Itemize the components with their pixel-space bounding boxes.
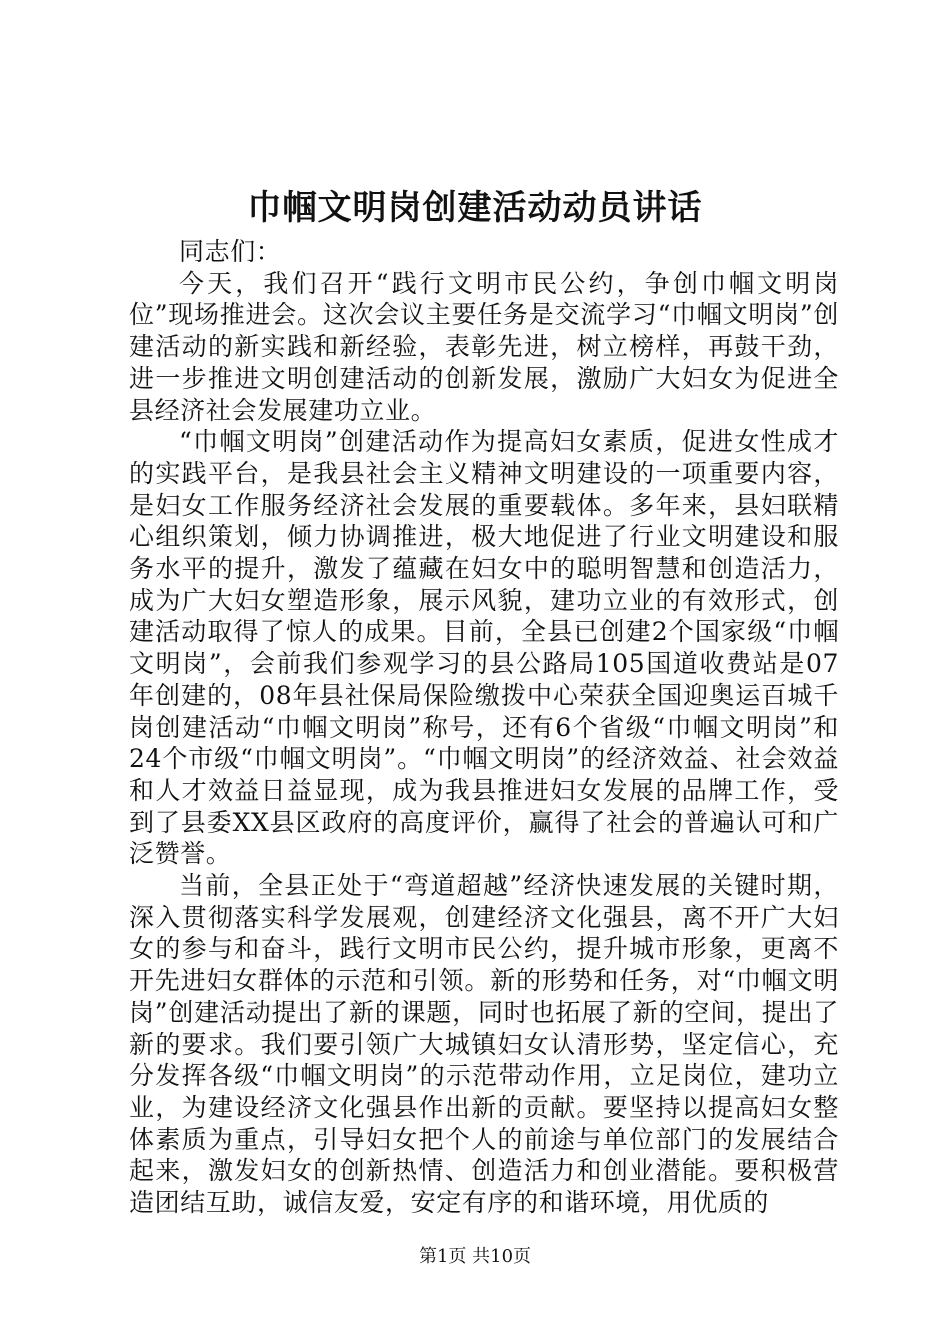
document-title: 巾帼文明岗创建活动动员讲话 <box>247 188 703 228</box>
paragraph-1: 今天，我们召开“践行文明市民公约，争创巾帼文明岗位”现场推进会。这次会议主要任务是交流学习“巾帼文明岗”创建活动的新实践和新经验，表彰先进，树立榜样，再鼓干劲，进一步推进文明创建活动的创新发展，激励广大妇女为促进全县经济社会发展建功立业。 <box>129 268 839 425</box>
paragraph-2: “巾帼文明岗”创建活动作为提高妇女素质，促进女性成才的实践平台，是我县社会主义精神文明建设的一项重要内容，是妇女工作服务经济社会发展的重要载体。多年来，县妇联精心组织策划，倾力协调推进，极大地促进了行业文明建设和服务水平的提升，激发了蕴藏在妇女中的聪明智慧和创造活力，成为广大妇女塑造形象，展示风貌，建功立业的有效形式，创建活动取得了惊人的成果。目前，全县已创建2个国家级“巾帼文明岗”，会前我们参观学习的县公路局105国道收费站是07年创建的，08年县社保局保险缴拨中心荣获全国迎奥运百城千岗创建活动“巾帼文明岗”称号，还有6个省级“巾帼文明岗”和24个市级“巾帼文明岗”。“巾帼文明岗”的经济效益、社会效益和人才效益日益显现，成为我县推进妇女发展的品牌工作，受到了县委XX县区政府的高度评价，赢得了社会的普遍认可和广泛赞誉。 <box>129 427 839 869</box>
page-number-footer: 第1页 共10页 <box>418 1246 532 1267</box>
salutation: 同志们： <box>179 237 282 266</box>
document-body <box>129 236 839 1219</box>
paragraph-3: 当前，全县正处于“弯道超越”经济快速发展的关键时期，深入贯彻落实科学发展观，创建经济文化强县，离不开广大妇女的参与和奋斗，践行文明市民公约，提升城市形象，更离不开先进妇女群体的示范和引领。新的形势和任务，对“巾帼文明岗”创建活动提出了新的课题，同时也拓展了新的空间，提出了新的要求。我们要引领广大城镇妇女认清形势，坚定信心，充分发挥各级“巾帼文明岗”的示范带动作用，立足岗位，建功立业，为建设经济文化强县作出新的贡献。要坚持以提高妇女整体素质为重点，引导妇女把个人的前途与单位部门的发展结合起来，激发妇女的创新热情、创造活力和创业潜能。要积极营造团结互助，诚信友爱，安定有序的和谐环境，用优质的 <box>129 871 839 1218</box>
